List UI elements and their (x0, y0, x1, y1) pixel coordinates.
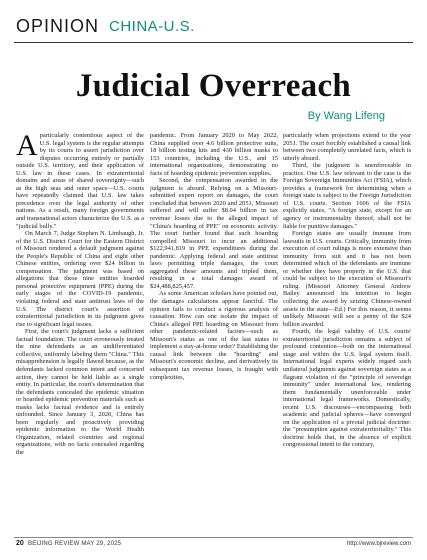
paragraph: Foreign states are usually immune from lawsuits in U.S. courts. Critically, immunity from execution of court rulings is more extensive than immunity from suit and it has not been determined which of the defendants are immune or whether they have property in the U.S. that could be subject to the execution of Missouri's ruling. (Missouri Attorney General Andrew Bailey announced his intention to begin collecting the award by seizing Chinese-owned assets in the state—Ed.) For this reason, it seems unlikely Missouri will see a penny of the $24 billion awarded. (283, 230, 411, 328)
article-column-3 (283, 132, 411, 532)
paragraph: particularly when projections extend to the year 2051. The court forcibly established a causal link between two completely unrelated facts, which is utterly absurd. (283, 132, 411, 162)
subsection-label: CHINA-U.S. (109, 18, 195, 35)
paragraph: pandemic. From January 2020 to May 2022, China supplied over 4.6 billion protective suits, 18 billion testing kits and 430 billion masks to 153 countries, including the U.S., and 15 international organizations, demonstrating no facts of hoarding epidemic prevention supplies. (150, 132, 278, 177)
footer-divider (14, 537, 413, 538)
header-divider (14, 42, 413, 43)
paragraph: Third, the judgment is unenforceable in practice. One U.S. law relevant to the case is the Foreign Sovereign Immunities Act (FSIA), which provides a framework for determining when a foreign state is subject to the Foreign Jurisdiction of U.S. courts. Section 1606 of the FSIA explicitly states, "A foreign state, except for an agency or instrumentality thereof, shall not be liable for punitive damages." (283, 162, 411, 230)
page-footer (14, 540, 413, 552)
page-number: 20 (16, 540, 24, 547)
article-column-1 (16, 132, 144, 532)
website-url: http://www.bjreview.com (346, 541, 411, 547)
paragraph: As some American scholars have pointed out, the damages calculations appear fanciful. The opinion fails to conduct a rigorous analysis of causation. How can one isolate the impact of China's alleged PPE hoarding on Missouri from other pandemic-related factors—such as Missouri's status as one of the last states to implement a stay-at-home order? Establishing the causal link between the "hoarding" and Missouri's economic decline, and derivatively its subsequent tax revenue losses, is fraught with complexities, (150, 290, 278, 381)
paragraph: Fourth, the legal validity of U.S. courts' extraterritorial jurisdiction remains a subject of profound contention—both on the international stage and within the U.S. legal system itself. International legal experts widely regard such unilateral judgments against sovereign states as a flagrant violation of the "principle of sovereign immunity" under international law, rendering them fundamentally unenforceable under international legal frameworks. Domestically, recent U.S. discourses—encompassing both academic and judicial spheres—have converged on the application of a pivotal judicial doctrine: the "presumption against extraterritoriality." This doctrine holds that, in the absence of explicit congressional intent to the contrary, (283, 328, 411, 449)
section-header (14, 14, 413, 46)
section-label: OPINION (16, 16, 100, 36)
article-title: Judicial Overreach (75, 68, 352, 104)
publication-line: BEIJING REVIEW MAY 29, 2025 (28, 541, 122, 547)
paragraph: Second, the compensation awarded in the judgment is absurd. Relying on a Missouri-submitted expert report on damages, the court concluded that between 2020 and 2051, Missouri suffered and will suffer $8.04 billion in tax revenue losses due to the alleged impact of "China's hoarding of PPE" on economic activity. The court further found that such hoarding compelled Missouri to incur an additional $122,941,819 in PPE expenditures during the pandemic. Applying federal and state antitrust laws permitting triple damages, the court aggregated these amounts and tripled them, resulting in a total damages award of $24,488,825,457. (150, 177, 278, 290)
drop-cap: A (16, 132, 38, 162)
article-column-2 (150, 132, 278, 532)
article-byline: By Wang Lifeng (307, 110, 385, 122)
paragraph: First, the court's judgment lacks a sufficient factual foundation. The court erroneously treated the nine defendants as an undifferentiated collective, uniformly labeling them "China." This misapprehension is legally flawed because, as the defendants lacked common intent and concerted action, they cannot be held liable as a single entity. In particular, the court's determination that the defendants concealed the epidemic situation or hoarded epidemic prevention materials such as masks lacks factual evidence and is entirely unfounded. Since January 3, 2020, China has been regularly and proactively providing epidemic information to the World Health Organization, related countries and regional organizations, with no facts concealed regarding the (16, 328, 144, 456)
paragraph: On March 7, Judge Stephen N. Limbaugh, Jr. of the U.S. District Court for the Eastern District of Missouri rendered a default judgment against the People's Republic of China and eight other Chinese entities, ordering over $24 billion in compensation. The judgment was based on allegations that these nine entities hoarded personal protective equipment (PPE) during the early stages of the COVID-19 pandemic, violating federal and state antitrust laws of the U.S. The district court's assertion of extraterritorial jurisdiction in its judgment gives rise to significant legal issues. (16, 230, 144, 328)
paragraph: Aparticularly contentious aspect of the U.S. legal system is the regular attempts by its courts to assert jurisdiction over disputes occurring entirely or partially outside U.S. territory, and their application of U.S. law in these cases. In extraterritorial domains and areas of shared sovereignty—such as the high seas and outer space—U.S. courts have repeatedly claimed that U.S. law takes precedence over the legal authority of other nations. As a result, many foreign governments and transnational actors characterize the U.S. as a "judicial bully." (16, 132, 144, 230)
